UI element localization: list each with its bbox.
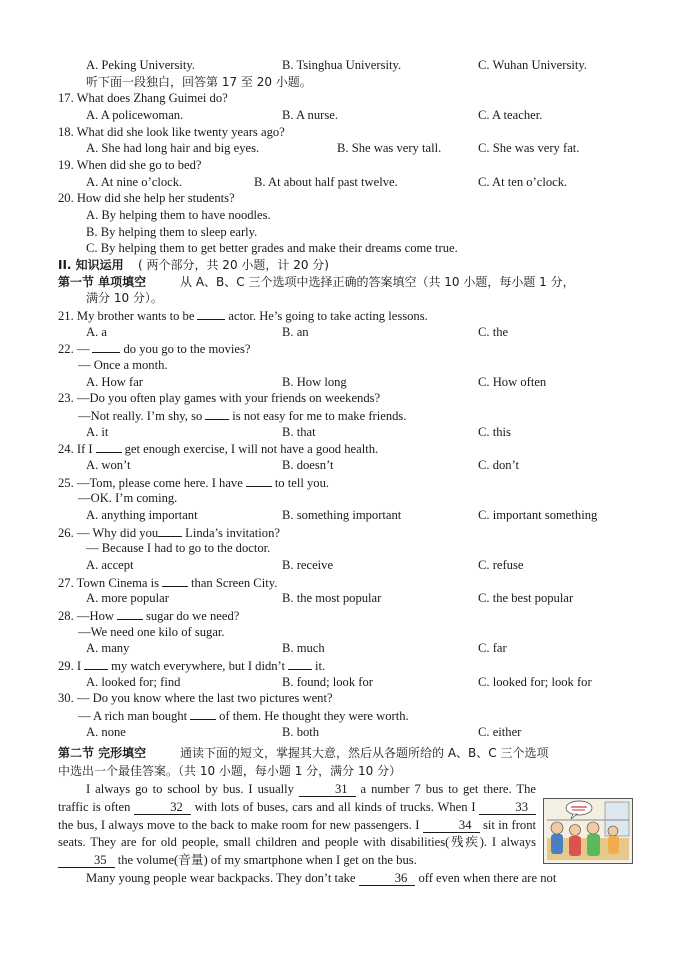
q28-options: [0, 640, 688, 657]
q25-reply: [0, 490, 688, 507]
section2-heading: [0, 745, 688, 762]
option-b[interactable]: B. found; look for: [282, 675, 373, 689]
q18-options: [0, 140, 688, 157]
listen-intro-text: 听下面一段独白，回答第 17 至 20 小题。: [86, 75, 312, 89]
option-b[interactable]: B. She was very tall.: [337, 141, 442, 155]
question-17: [0, 90, 688, 107]
option-a[interactable]: A. accept: [86, 558, 134, 572]
q17-options: [0, 107, 688, 124]
section2-heading-2: [0, 763, 688, 780]
option-b[interactable]: B. both: [282, 725, 320, 739]
blank-36[interactable]: 36: [359, 872, 416, 886]
q23-options: [0, 424, 688, 441]
question-text: 27. Town Cinema is than Screen City.: [58, 576, 278, 590]
option-a[interactable]: A. anything important: [86, 508, 198, 522]
section2-description-2: 中选出一个最佳答案。（共 10 小题，每小题 1 分，满分 10 分）: [58, 764, 402, 778]
option-c[interactable]: C. She was very fat.: [478, 141, 580, 155]
question-text: 26. — Why did you Linda’s invitation?: [58, 526, 280, 540]
option-b[interactable]: B. the most popular: [282, 591, 382, 605]
option-c[interactable]: C. refuse: [478, 558, 524, 572]
option-c[interactable]: C. either: [478, 725, 522, 739]
part2-heading: [0, 257, 688, 274]
section1-heading: [0, 274, 688, 291]
q22-reply: [0, 357, 688, 374]
reply-text: — A rich man bought of them. He thought they were worth.: [78, 709, 409, 723]
option-a[interactable]: A. A policewoman.: [86, 108, 184, 122]
option-b[interactable]: B. an: [282, 325, 309, 339]
reply-text: — Once a month.: [78, 358, 168, 372]
blank-35[interactable]: 35: [58, 854, 115, 868]
option-c[interactable]: C. looked for; look for: [478, 675, 592, 689]
q20-option-a: [0, 207, 688, 224]
option-a[interactable]: A. looked for; find: [86, 675, 181, 689]
option-c[interactable]: C. far: [478, 641, 507, 655]
q22-options: [0, 374, 688, 391]
question-text: 20. How did she help her students?: [58, 191, 235, 205]
option-b[interactable]: B. By helping them to sleep early.: [86, 225, 258, 239]
q26-options: [0, 557, 688, 574]
q29-options: [0, 674, 688, 691]
question-26: [0, 524, 688, 541]
bus-cartoon-illustration: [543, 798, 633, 864]
question-text: 23. —Do you often play games with your friends on weekends?: [58, 391, 381, 405]
blank-31[interactable]: 31: [299, 783, 356, 797]
blank-34[interactable]: 34: [423, 819, 480, 833]
question-text: 29. I my watch everywhere, but I didn’t it.: [58, 659, 326, 673]
option-b[interactable]: B. something important: [282, 508, 402, 522]
option-a[interactable]: A. How far: [86, 375, 144, 389]
question-18: [0, 124, 688, 141]
question-text: 24. If I get enough exercise, I will not have a good health.: [58, 442, 379, 456]
question-text: 25. —Tom, please come here. I have to tell you.: [58, 476, 330, 490]
section2-description: 通读下面的短文，掌握其大意，然后从各题所给的 A、B、C 三个选项: [180, 746, 549, 760]
answer-blank[interactable]: [246, 474, 272, 487]
blank-32[interactable]: 32: [134, 801, 191, 815]
q21-options: [0, 324, 688, 341]
question-29: [0, 657, 688, 674]
answer-blank[interactable]: [96, 440, 122, 453]
option-c[interactable]: C. At ten o’clock.: [478, 175, 568, 189]
answer-blank[interactable]: [197, 307, 225, 320]
option-b[interactable]: B. much: [282, 641, 325, 655]
cloze-paragraph-1: I always go to school by bus. I usually 31 a number 7 bus to get there. The traffic is often 32 with lots of buses, cars and all kinds of trucks. When I 33 the bus, I always move to the back to make room for new passengers. I 34 sit in front seats. They are for old people, small children and people with disabilities(残疾). I always 35 the volume(音量) of my smartphone when I get on the bus.: [58, 782, 536, 868]
question-text: 18. What did she look like twenty years ago?: [58, 125, 285, 139]
question-text: 17. What does Zhang Guimei do?: [58, 91, 228, 105]
answer-blank[interactable]: [158, 524, 182, 537]
q28-reply: [0, 624, 688, 641]
option-c[interactable]: C. A teacher.: [478, 108, 543, 122]
section1-description-2: 满分 10 分）。: [86, 291, 163, 305]
question-text: 21. My brother wants to be actor. He’s going to take acting lessons.: [58, 309, 428, 323]
option-a[interactable]: A. She had long hair and big eyes.: [86, 141, 260, 155]
option-c[interactable]: C. By helping them to get better grades and make their dreams come true.: [86, 241, 458, 255]
answer-blank[interactable]: [190, 707, 216, 720]
reply-text: —Not really. I’m shy, so is not easy for me to make friends.: [78, 409, 407, 423]
answer-blank-1[interactable]: [84, 657, 108, 670]
option-b[interactable]: B. that: [282, 425, 316, 439]
option-b[interactable]: B. Tsinghua University.: [282, 58, 402, 72]
part2-title: II. 知识运用: [58, 258, 124, 272]
option-c[interactable]: C. don’t: [478, 458, 520, 472]
question-text: 19. When did she go to bed?: [58, 158, 202, 172]
question-23: [0, 390, 688, 407]
question-text: 28. —How sugar do we need?: [58, 609, 240, 623]
question-25: [0, 474, 688, 491]
part2-description: ( 两个部分，共 20 小题，计 20 分): [138, 258, 329, 272]
option-b[interactable]: B. doesn’t: [282, 458, 334, 472]
question-text: 30. — Do you know where the last two pictures went?: [58, 691, 333, 705]
question-30: [0, 690, 688, 707]
option-a[interactable]: A. it: [86, 425, 109, 439]
q16-options: [0, 57, 688, 74]
option-b[interactable]: B. receive: [282, 558, 334, 572]
option-a[interactable]: A. many: [86, 641, 130, 655]
option-a[interactable]: A. won’t: [86, 458, 131, 472]
option-c[interactable]: C. important something: [478, 508, 598, 522]
q19-options: [0, 174, 688, 191]
option-c[interactable]: C. this: [478, 425, 511, 439]
question-20: [0, 190, 688, 207]
listen-intro: [0, 74, 688, 91]
option-a[interactable]: A. At nine o’clock.: [86, 175, 183, 189]
option-a[interactable]: A. By helping them to have noodles.: [86, 208, 271, 222]
section1-title: 第一节 单项填空: [58, 275, 147, 289]
q20-option-b: [0, 224, 688, 241]
section1-description: 从 A、B、C 三个选项中选择正确的答案填空（共 10 小题，每小题 1 分，: [180, 275, 575, 289]
question-27: [0, 574, 688, 591]
answer-blank[interactable]: [117, 607, 143, 620]
question-19: [0, 157, 688, 174]
q27-options: [0, 590, 688, 607]
reply-text: —We need one kilo of sugar.: [78, 625, 225, 639]
question-28: [0, 607, 688, 624]
question-22: [0, 340, 688, 357]
option-a[interactable]: A. a: [86, 325, 107, 339]
q26-reply: [0, 540, 688, 557]
reply-text: —OK. I’m coming.: [78, 491, 178, 505]
option-c[interactable]: C. the: [478, 325, 509, 339]
section2-title: 第二节 完形填空: [58, 746, 147, 760]
option-c[interactable]: C. How often: [478, 375, 547, 389]
q30-reply: [0, 707, 688, 724]
option-c[interactable]: C. Wuhan University.: [478, 58, 587, 72]
section1-heading-2: [0, 290, 688, 307]
q23-reply: [0, 407, 688, 424]
blank-33[interactable]: 33: [479, 801, 536, 815]
option-a[interactable]: A. none: [86, 725, 126, 739]
option-c[interactable]: C. the best popular: [478, 591, 574, 605]
option-a[interactable]: A. Peking University.: [86, 58, 196, 72]
option-b[interactable]: B. A nurse.: [282, 108, 338, 122]
q24-options: [0, 457, 688, 474]
answer-blank[interactable]: [162, 574, 188, 587]
q30-options: [0, 724, 688, 741]
answer-blank-2[interactable]: [288, 657, 312, 670]
q20-option-c: [0, 240, 688, 257]
q25-options: [0, 507, 688, 524]
answer-blank[interactable]: [205, 407, 229, 420]
reply-text: — Because I had to go to the doctor.: [86, 541, 271, 555]
question-text: 22. — do you go to the movies?: [58, 342, 251, 356]
option-a[interactable]: A. more popular: [86, 591, 169, 605]
option-b[interactable]: B. At about half past twelve.: [254, 175, 398, 189]
question-24: [0, 440, 688, 457]
cloze-paragraph-2: Many young people wear backpacks. They don’t take 36 off even when there are not: [86, 870, 557, 885]
option-b[interactable]: B. How long: [282, 375, 347, 389]
question-21: [0, 307, 688, 324]
answer-blank[interactable]: [92, 340, 120, 353]
